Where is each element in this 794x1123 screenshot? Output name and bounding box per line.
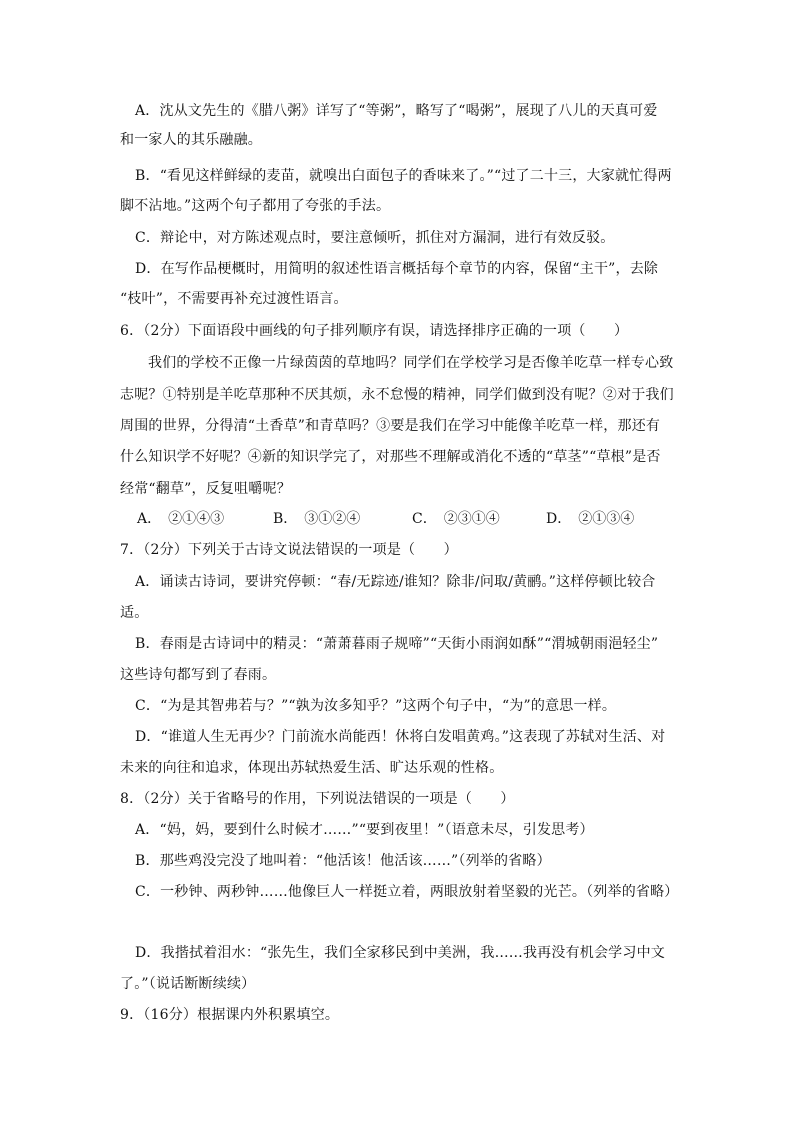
q6-option-c: C． ②③①④ bbox=[412, 511, 500, 527]
q6-option-b: B． ③①②④ bbox=[273, 511, 361, 527]
q6-stem: 6．（2分）下面语段中画线的句子排列顺序有误，请选择排序正确的一项（ ） bbox=[120, 323, 629, 339]
q8-option-c-line1: C．一秒钟、两秒钟……他像巨人一样挺立着，两眼放射着坚毅的光芒。（列举的省略） bbox=[135, 884, 679, 900]
q7-stem: 7．（2分）下列关于古诗文说法错误的一项是（ ） bbox=[120, 542, 458, 558]
q6-passage-line1: 我们的学校不正像一片绿茵茵的草地吗？同学们在学校学习是否像羊吃草一样专心致 bbox=[148, 355, 674, 371]
q5-option-c-line1: C．辩论中，对方陈述观点时，要注意倾听，抓住对方漏洞，进行有效反驳。 bbox=[135, 230, 615, 246]
q8-option-d-line1: D．我揩拭着泪水：“张先生，我们全家移民到中美洲，我……我再没有机会学习中文 bbox=[135, 945, 665, 961]
q5-option-d-line1: D．在写作品梗概时，用简明的叙述性语言概括每个章节的内容，保留“主干”，去除 bbox=[135, 261, 659, 277]
q8-option-d-line2: 了。”（说话断断续续） bbox=[120, 976, 256, 992]
q8-option-a-line1: A．“妈，妈，要到什么时候才……”“要到夜里！”（语意未尽，引发思考） bbox=[135, 822, 594, 838]
q7-option-b-line2: 这些诗句都写到了春雨。 bbox=[120, 667, 277, 683]
q5-option-d-line2: “枝叶”，不需要再补充过渡性语言。 bbox=[120, 291, 348, 307]
q7-option-d-line1: D．“谁道人生无再少？门前流水尚能西！休将白发唱黄鸡。”这表现了苏轼对生活、对 bbox=[135, 729, 666, 745]
q8-stem: 8．（2分）关于省略号的作用，下列说法错误的一项是（ ） bbox=[120, 791, 515, 807]
q6-passage-line2: 志呢？①特别是羊吃草那种不厌其烦，永不怠慢的精神，同学们做到没有呢？②对于我们 bbox=[120, 387, 674, 403]
q7-option-c-line1: C．“为是其智弗若与？”“孰为汝多知乎？”这两个句子中，“为”的意思一样。 bbox=[135, 698, 617, 714]
q5-option-b-line2: 脚不沾地。”这两个句子都用了夸张的手法。 bbox=[120, 198, 391, 214]
q9-stem: 9．（16分）根据课内外积累填空。 bbox=[120, 1007, 340, 1023]
q6-option-a: A． ②①④③ bbox=[137, 511, 225, 527]
q6-option-d: D． ②①③④ bbox=[546, 511, 635, 527]
q5-option-a-line1: A．沈从文先生的《腊八粥》详写了“等粥”，略写了“喝粥”，展现了八儿的天真可爱 bbox=[135, 103, 658, 119]
q5-option-b-line1: B．“看见这样鲜绿的麦苗，就嗅出白面包子的香味来了。”“过了二十三，大家就忙得两 bbox=[135, 168, 672, 184]
q6-passage-line5: 经常“翻草”，反复咀嚼呢？ bbox=[120, 481, 291, 497]
q8-option-b-line1: B．那些鸡没完没了地叫着：“他活该！他活该……”（列举的省略） bbox=[135, 853, 551, 869]
q7-option-a-line1: A．诵读古诗词，要讲究停顿：“春/无踪迹/谁知？除非/问取/黄鹂。”这样停顿比较合 bbox=[135, 574, 656, 590]
q7-option-b-line1: B．春雨是古诗词中的精灵：“萧萧暮雨子规啼”“天街小雨润如酥”“渭城朝雨浥轻尘” bbox=[135, 636, 659, 652]
q7-option-a-line2: 适。 bbox=[120, 605, 149, 621]
q7-option-d-line2: 未来的向往和追求，体现出苏轼热爱生活、旷达乐观的性格。 bbox=[120, 760, 504, 776]
q6-passage-line3: 周围的世界，分得清“土香草”和青草吗？③要是我们在学习中能像羊吃草一样，那还有 bbox=[120, 418, 661, 434]
q5-option-a-line2: 和一家人的其乐融融。 bbox=[120, 132, 262, 148]
q6-passage-line4: 什么知识学不好呢？④新的知识学完了，对那些不理解或消化不透的“草茎”“草根”是否 bbox=[120, 449, 661, 465]
